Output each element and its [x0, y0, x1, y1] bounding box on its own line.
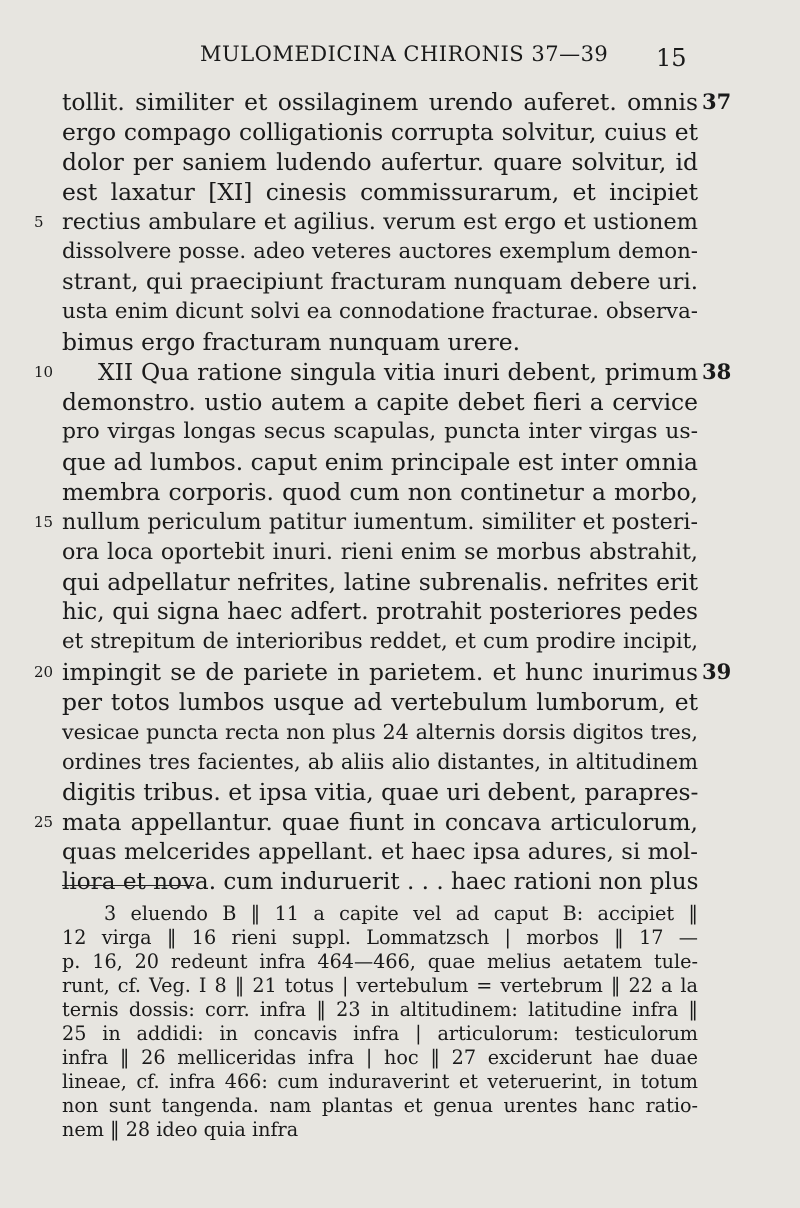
chapter-number: 37 — [702, 89, 732, 114]
text-line: impingit se de pariete in parietem. et hunc inurimus — [62, 658, 698, 686]
text-line: ora loca oportebit inuri. rieni enim se morbus abstrahit, — [62, 539, 698, 565]
footnote-line: 12 virga ‖ 16 rieni suppl. Lommatzsch | morbos ‖ 17 — — [62, 926, 698, 949]
line-number: 10 — [34, 363, 54, 381]
footnote-line: 3 eluendo B ‖ 11 a capite vel ad caput B: accipiet ‖ — [104, 902, 698, 925]
text-line: usta enim dicunt solvi ea connodatione fracturae. observa- — [62, 299, 698, 324]
line-number: 20 — [34, 663, 54, 681]
chapter-heading-line: XII Qua ratione singula vitia inuri debent, primum — [98, 358, 698, 386]
text-line: mata appellantur. quae fiunt in concava articulorum, — [62, 808, 698, 836]
footnote-line: ternis dossis: corr. infra ‖ 23 in altitudinem: latitudine infra ‖ — [62, 998, 698, 1021]
footnote-line: infra ‖ 26 melliceridas infra | hoc ‖ 27 exciderunt hae duae — [62, 1046, 698, 1069]
text-line: tollit. similiter et ossilaginem urendo auferet. omnis — [62, 88, 698, 116]
footnote-line: p. 16, 20 redeunt infra 464—466, quae melius aetatem tule- — [62, 950, 698, 973]
text-line: nullum periculum patitur iumentum. similiter et posteri- — [62, 509, 698, 535]
text-line: rectius ambulare et agilius. verum est ergo et ustionem — [62, 209, 698, 235]
chapter-number: 39 — [702, 659, 732, 684]
text-line: digitis tribus. et ipsa vitia, quae uri debent, parapres- — [62, 778, 699, 806]
text-line: liora et nova. cum induruerit . . . haec rationi non plus — [62, 869, 699, 895]
text-line: est laxatur [XI] cinesis commissurarum, et incipiet — [62, 178, 698, 206]
text-line: vesicae puncta recta non plus 24 alternis dorsis digitos tres, — [62, 720, 698, 744]
text-line: hic, qui signa haec adfert. protrahit posteriores pedes — [62, 599, 698, 625]
line-number: 15 — [34, 513, 54, 531]
text-line: que ad lumbos. caput enim principale est inter omnia — [62, 448, 698, 476]
text-line: ergo compago colligationis corrupta solvitur, cuius et — [62, 118, 698, 146]
text-line: bimus ergo fracturam nunquam urere. — [62, 328, 521, 356]
footnote-rule — [62, 885, 194, 886]
line-number: 5 — [34, 213, 44, 231]
text-line: ordines tres facientes, ab aliis alio distantes, in altitudinem — [62, 750, 698, 774]
text-line: pro virgas longas secus scapulas, puncta inter virgas us- — [62, 419, 698, 444]
text-line: demonstro. ustio autem a capite debet fieri a cervice — [62, 388, 698, 416]
text-line: quas melcerides appellant. et haec ipsa adures, si mol- — [62, 839, 698, 865]
text-line: dolor per saniem ludendo aufertur. quare solvitur, id — [62, 148, 698, 176]
chapter-number: 38 — [702, 359, 732, 384]
text-line: qui adpellatur nefrites, latine subrenalis. nefrites erit — [62, 568, 698, 596]
text-line: et strepitum de interioribus reddet, et cum prodire incipit, — [62, 629, 698, 654]
text-line: dissolvere posse. adeo veteres auctores exemplum demon- — [62, 239, 698, 264]
line-number: 25 — [34, 813, 54, 831]
running-title: MULOMEDICINA CHIRONIS 37—39 — [200, 42, 609, 66]
text-line: per totos lumbos usque ad vertebulum lumborum, et — [62, 688, 698, 716]
footnote-line: runt, cf. Veg. I 8 ‖ 21 totus | vertebulum = vertebrum ‖ 22 a la — [62, 974, 698, 997]
page-number: 15 — [656, 44, 687, 72]
footnote-line: nem ‖ 28 ideo quia infra — [62, 1118, 299, 1141]
text-line: membra corporis. quod cum non continetur a morbo, — [62, 478, 698, 506]
footnote-line: non sunt tangenda. nam plantas et genua urentes hanc ratio- — [62, 1094, 698, 1117]
text-line: strant, qui praecipiunt fracturam nunquam debere uri. — [62, 269, 698, 295]
footnote-line: 25 in addidi: in concavis infra | articulorum: testiculorum — [62, 1022, 698, 1045]
footnote-line: lineae, cf. infra 466: cum induraverint et veteruerint, in totum — [62, 1070, 698, 1093]
